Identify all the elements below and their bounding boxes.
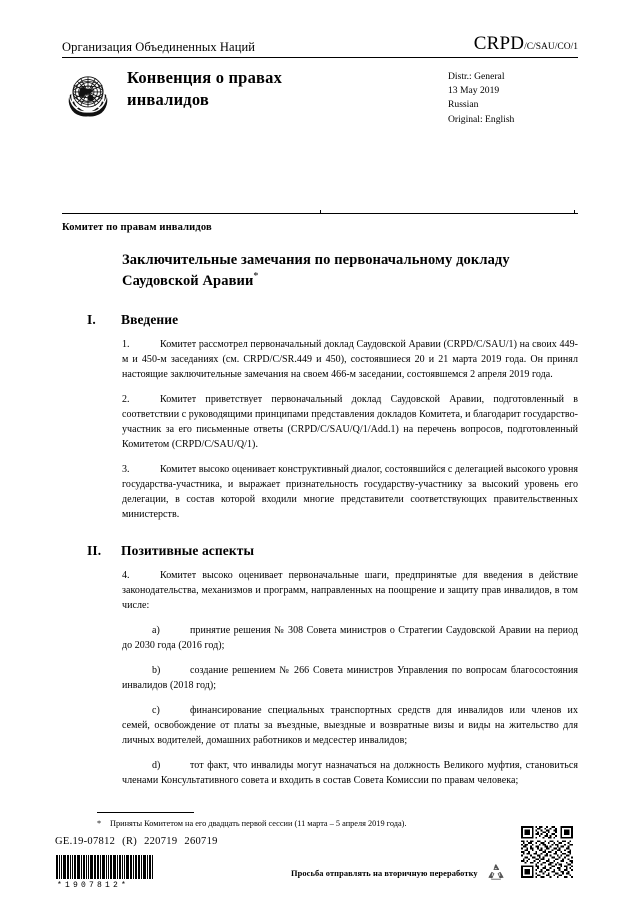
list-item-letter: c): [152, 704, 160, 716]
job-code-date-2: 260719: [184, 836, 218, 847]
footnote-text: Приняты Комитетом на его двадцать первой сессии (11 марта – 5 апреля 2019 года).: [110, 819, 407, 828]
job-code-number: GE.19-07812: [55, 836, 116, 847]
convention-title: Конвенция о правах инвалидов: [127, 68, 283, 109]
section-numeral: II.: [87, 542, 102, 558]
masthead-body-row: [62, 67, 578, 127]
list-item: [122, 758, 578, 788]
paragraph: [122, 462, 578, 522]
paragraph-number: 3.: [122, 463, 130, 475]
divider-tick-center: [320, 210, 321, 214]
divider-tick-right: [574, 210, 575, 214]
barcode: [56, 855, 154, 879]
barcode-text: *1907812*: [57, 881, 130, 890]
paragraph-text: Комитет приветствует первоначальный доклад Саудовской Аравии, подготовленный в соответствии с руководящими принципами представления докладов Комитета, и благодарит государство-участник за его письменные ответы (CRPD/C/SAU/Q/1/Add.1) на перечень вопросов, подготовленный Комитетом (CRPD/C/SAU/Q/1).: [122, 393, 578, 450]
section-heading-introduction: [62, 312, 578, 328]
document-symbol-main: CRPD: [473, 33, 525, 54]
list-item-letter: b): [152, 664, 161, 676]
recycle-note: Просьба отправлять на вторичную переработку: [291, 869, 478, 878]
footnote-marker: *: [97, 819, 102, 828]
distribution-block: [448, 67, 578, 127]
job-code: [55, 836, 218, 847]
masthead-divider: [62, 57, 578, 58]
footnote-divider: [97, 812, 194, 813]
paragraph-number: 2.: [122, 393, 130, 405]
masthead-top-row: [62, 33, 578, 57]
section-heading-positive-aspects: [62, 543, 578, 559]
distr-language: Russian: [448, 99, 479, 111]
section-label: Позитивные аспекты: [121, 542, 255, 558]
paragraph: [122, 568, 578, 613]
distr-original: Original: English: [448, 113, 515, 125]
document-symbol: [474, 33, 578, 55]
distr-date: 13 May 2019: [448, 85, 500, 97]
committee-name: Комитет по правам инвалидов: [62, 222, 212, 233]
footnote: [97, 818, 557, 830]
paragraph-text: Комитет рассмотрел первоначальный доклад Саудовской Аравии (CRPD/C/SAU/1) на своих 449-м и 450-м заседаниях (см. CRPD/C/SR.449 и 450), состоявшиеся 20 и 21 марта 2019 года. Он принял настоящие заключительные замечания на своем 466-м заседании, состоявшемся 2 апреля 2019 года.: [122, 338, 578, 380]
distr-line: Distr.: General: [448, 71, 505, 82]
list-item: [122, 623, 578, 653]
list-item-text: финансирование специальных транспортных средств для инвалидов или членов их семей, освобождение от платы за въездные, выездные и возвратные визы и виды на жительство для личных водителей, домашних работников и медсестер инвалидов;: [122, 704, 578, 746]
section-label: Введение: [121, 311, 179, 327]
document-body: [62, 250, 578, 798]
list-item-text: принятие решения № 308 Совета министров о Стратегии Саудовской Аравии на период до 2030 года (2016 год);: [122, 624, 578, 651]
list-item-text: создание решением № 266 Совета министров Управления по вопросам благосостояния инвалидов (2018 год);: [122, 664, 578, 691]
list-item-text: тот факт, что инвалиды могут назначаться на должность Великого муфтия, становиться членами Консультативного совета и входить в состав Совета Комиссии по правам человека;: [122, 759, 578, 786]
committee-divider: [62, 213, 578, 214]
paragraph-number: 1.: [122, 338, 130, 350]
document-symbol-sub: /C/SAU/CO/1: [524, 42, 578, 52]
list-item: [122, 663, 578, 693]
document-title: [122, 250, 578, 291]
title-footnote-marker: *: [253, 271, 259, 282]
paragraph-text: Комитет высоко оценивает первоначальные шаги, предпринятые для введения в действие законодательства, механизмов и программ, направленных на поощрение и защиту прав инвалидов, в том числе:: [122, 569, 578, 611]
organization-name: Организация Объединенных Наций: [62, 40, 256, 54]
document-title-text: Заключительные замечания по первоначальному докладу Саудовской Аравии: [122, 252, 510, 289]
job-code-date-1: 220719: [144, 836, 178, 847]
list-item-letter: d): [152, 759, 161, 771]
recycle-icon: [485, 862, 507, 884]
list-item: [122, 703, 578, 748]
qr-code: [521, 826, 573, 878]
paragraph-number: 4.: [122, 569, 130, 581]
un-emblem-icon: [62, 68, 114, 120]
emblem-and-title: [62, 67, 357, 127]
job-code-language: (R): [122, 836, 138, 847]
paragraph-text: Комитет высоко оценивает конструктивный диалог, состоявшийся с делегацией высокого уровня государства-участника, и выражает признательность государству-участнику за высокий уровень его делегации, в состав которой входили многие представители соответствующих правительственных министерств.: [122, 463, 578, 520]
paragraph: [122, 392, 578, 452]
section-numeral: I.: [87, 311, 96, 327]
list-item-letter: a): [152, 624, 160, 636]
paragraph: [122, 337, 578, 382]
masthead: [62, 33, 578, 127]
